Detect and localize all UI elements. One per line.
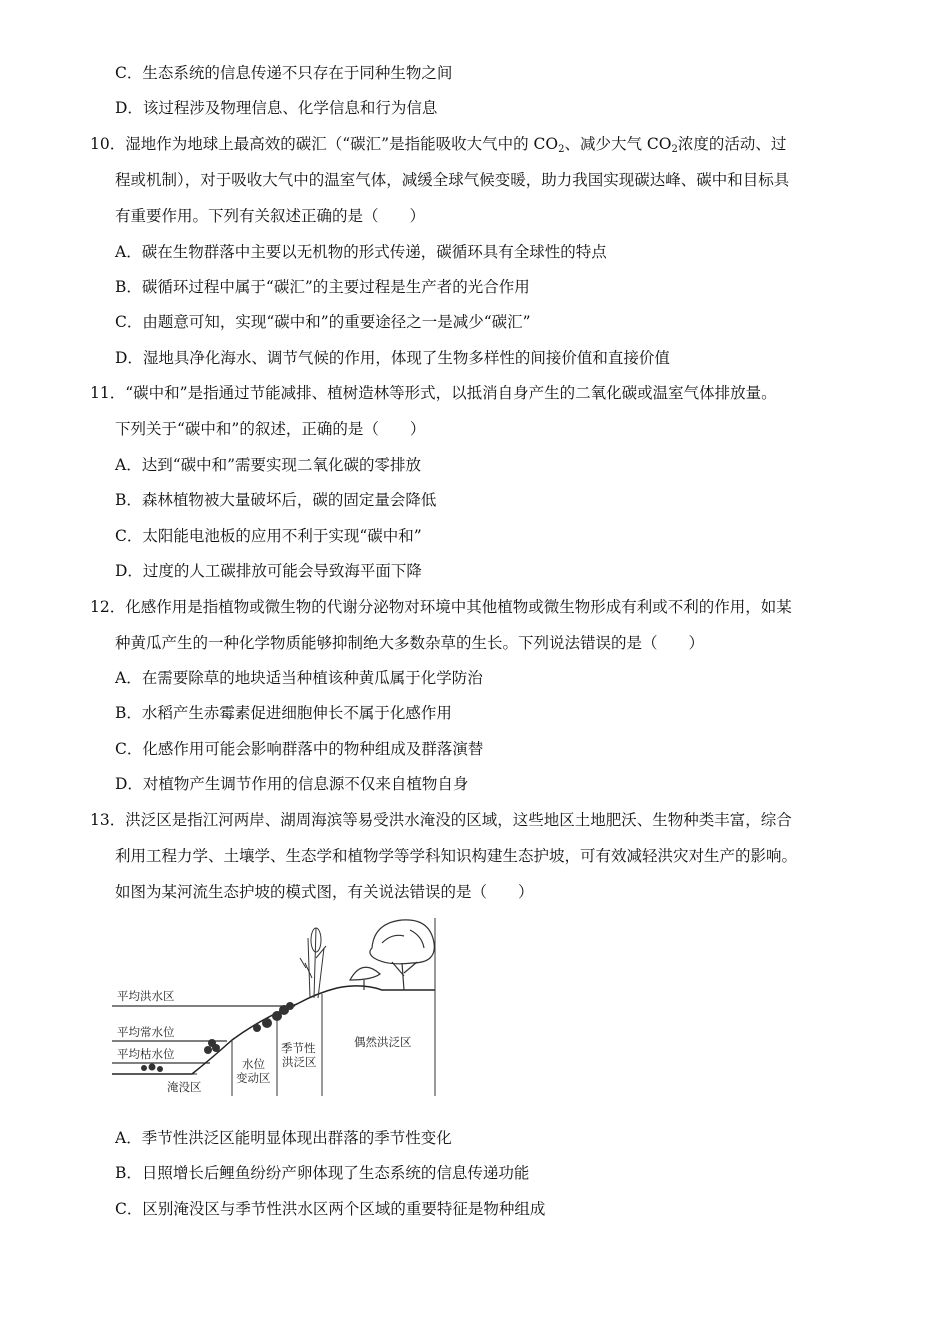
q12-option-d: D．对植物产生调节作用的信息源不仅来自植物自身 (115, 775, 469, 793)
label-submerged-zone: 淹没区 (167, 1080, 202, 1094)
q9-option-c: C．生态系统的信息传递不只存在于同种生物之间 (115, 64, 453, 82)
q12-option-c: C．化感作用可能会影响群落中的物种组成及群落演替 (115, 740, 484, 758)
q11-option-c: C．太阳能电池板的应用不利于实现“碳中和” (115, 527, 422, 545)
q10-text-a: 10．湿地作为地球上最高效的碳汇（“碳汇”是指能吸收大气中的 CO (90, 135, 559, 153)
q12-option-a: A．在需要除草的地块适当种植该种黄瓜属于化学防治 (115, 669, 483, 687)
q11-option-d: D．过度的人工碳排放可能会导致海平面下降 (115, 562, 422, 580)
q13-stem-line3: 如图为某河流生态护坡的模式图，有关说法错误的是（ ） (115, 883, 534, 901)
tree-icon (370, 920, 434, 990)
q11-stem-line1: 11．“碳中和”是指通过节能减排、植树造林等形式，以抵消自身产生的二氧化碳或温室气体排放量。 (90, 384, 777, 402)
q13-option-a: A．季节性洪泛区能明显体现出群落的季节性变化 (115, 1129, 452, 1147)
q12-stem-line2: 种黄瓜产生的一种化学物质能够抑制绝大多数杂草的生长。下列说法错误的是（ ） (115, 634, 705, 652)
q13-stem-line2: 利用工程力学、土壤学、生态学和植物学等学科知识构建生态护坡，可有效减轻洪灾对生产的影响。 (115, 847, 798, 865)
label-water-fluctuation-1: 水位 (242, 1057, 265, 1071)
q11-stem-line2: 下列关于“碳中和”的叙述，正确的是（ ） (115, 420, 426, 438)
q10-stem-line2: 程或机制），对于吸收大气中的温室气体，减缓全球气候变暖，助力我国实现碳达峰、碳中和目标具 (115, 171, 790, 189)
q13-option-c: C．区别淹没区与季节性洪水区两个区域的重要特征是物种组成 (115, 1200, 546, 1218)
q13-stem-line1: 13．洪泛区是指江河两岸、湖周海滨等易受洪水淹没的区域，这些地区土地肥沃、生物种类丰富，综合 (90, 811, 792, 829)
q10-text-c: 浓度的活动、过 (677, 135, 787, 153)
q13-option-b: B．日照增长后鲤鱼纷纷产卵体现了生态系统的信息传递功能 (115, 1164, 530, 1182)
q11-option-b: B．森林植物被大量破坏后，碳的固定量会降低 (115, 491, 437, 509)
label-seasonal-1: 季节性 (281, 1041, 316, 1055)
label-occasional-flood-zone: 偶然洪泛区 (354, 1035, 412, 1049)
label-flood-zone: 平均洪水区 (117, 989, 175, 1003)
q10-text-b: 、减少大气 CO (564, 135, 672, 153)
q10-option-c: C．由题意可知，实现“碳中和”的重要途径之一是减少“碳汇” (115, 313, 531, 331)
reed-icon (300, 928, 326, 998)
q10-option-b: B．碳循环过程中属于“碳汇”的主要过程是生产者的光合作用 (115, 278, 530, 296)
q10-stem-line1 (90, 133, 786, 155)
subscript-2: 2 (671, 144, 678, 155)
label-seasonal-2: 洪泛区 (282, 1055, 317, 1069)
river-slope-diagram (112, 918, 442, 1096)
label-water-fluctuation-2: 变动区 (236, 1071, 271, 1085)
q10-option-d: D．湿地具净化海水、调节气候的作用，体现了生物多样性的间接价值和直接价值 (115, 349, 670, 367)
subscript-2: 2 (558, 144, 565, 155)
label-dry-level: 平均枯水位 (117, 1047, 175, 1061)
q12-stem-line1: 12．化感作用是指植物或微生物的代谢分泌物对环境中其他植物或微生物形成有利或不利的作用，如某 (90, 598, 792, 616)
label-normal-level: 平均常水位 (117, 1025, 175, 1039)
q12-option-b: B．水稻产生赤霉素促进细胞伸长不属于化感作用 (115, 704, 452, 722)
q11-option-a: A．达到“碳中和”需要实现二氧化碳的零排放 (115, 456, 422, 474)
q9-option-d: D．该过程涉及物理信息、化学信息和行为信息 (115, 99, 438, 117)
q10-option-a: A．碳在生物群落中主要以无机物的形式传递，碳循环具有全球性的特点 (115, 243, 607, 261)
q10-stem-line3: 有重要作用。下列有关叙述正确的是（ ） (115, 207, 426, 225)
